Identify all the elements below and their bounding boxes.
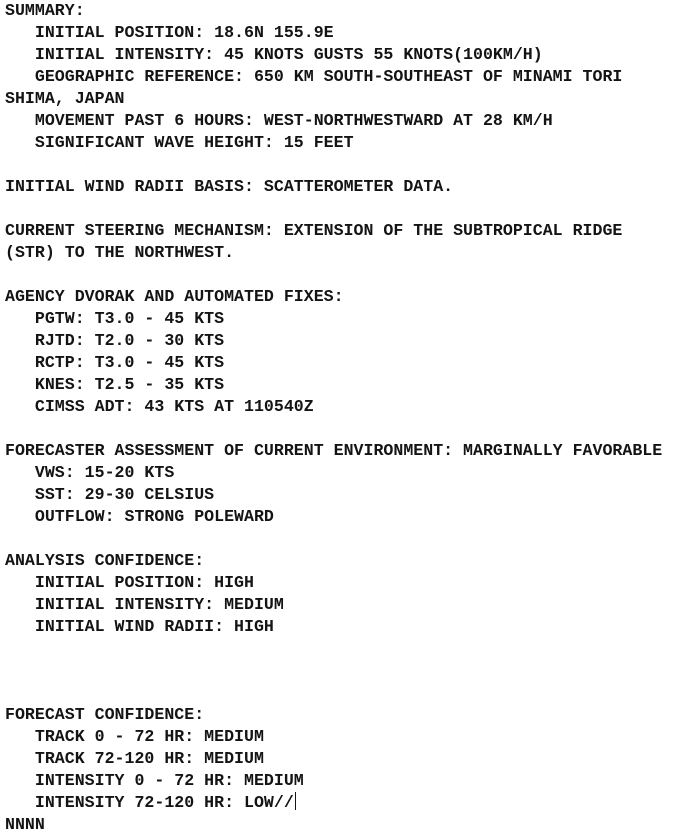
pgtw-fix-line: PGTW: T3.0 - 45 KTS [5, 309, 225, 328]
blank-line [5, 264, 677, 286]
outflow-line: OUTFLOW: STRONG POLEWARD [5, 507, 274, 526]
text-cursor [295, 792, 296, 810]
initial-intensity-line: INITIAL INTENSITY: 45 KNOTS GUSTS 55 KNOTS(100KM/H) [5, 45, 543, 64]
rctp-fix-line: RCTP: T3.0 - 45 KTS [5, 353, 225, 372]
track-0-72-line: TRACK 0 - 72 HR: MEDIUM [5, 727, 264, 746]
knes-fix-line: KNES: T2.5 - 35 KTS [5, 375, 225, 394]
geographic-reference-continuation: SHIMA, JAPAN [5, 89, 125, 108]
wind-radii-confidence-line: INITIAL WIND RADII: HIGH [5, 617, 274, 636]
intensity-0-72-line: INTENSITY 0 - 72 HR: MEDIUM [5, 771, 304, 790]
geographic-reference-line: GEOGRAPHIC REFERENCE: 650 KM SOUTH-SOUTHEAST OF MINAMI TORI [5, 67, 623, 86]
wave-height-line: SIGNIFICANT WAVE HEIGHT: 15 FEET [5, 133, 354, 152]
steering-mechanism-continuation: (STR) TO THE NORTHWEST. [5, 243, 235, 262]
blank-line [5, 198, 677, 220]
blank-line [5, 682, 677, 704]
end-of-message-line: NNNN [5, 815, 45, 834]
analysis-confidence-heading: ANALYSIS CONFIDENCE: [5, 551, 205, 570]
position-confidence-line: INITIAL POSITION: HIGH [5, 573, 254, 592]
blank-line [5, 528, 677, 550]
summary-heading: SUMMARY: [5, 1, 85, 20]
forecast-confidence-heading: FORECAST CONFIDENCE: [5, 705, 205, 724]
environment-assessment-heading: FORECASTER ASSESSMENT OF CURRENT ENVIRONMENT: MARGINALLY FAVORABLE [5, 441, 663, 460]
intensity-72-120-line: INTENSITY 72-120 HR: LOW// [5, 793, 294, 812]
dvorak-fixes-heading: AGENCY DVORAK AND AUTOMATED FIXES: [5, 287, 344, 306]
initial-position-line: INITIAL POSITION: 18.6N 155.9E [5, 23, 334, 42]
cimss-adt-line: CIMSS ADT: 43 KTS AT 110540Z [5, 397, 314, 416]
track-72-120-line: TRACK 72-120 HR: MEDIUM [5, 749, 264, 768]
rjtd-fix-line: RJTD: T2.0 - 30 KTS [5, 331, 225, 350]
tropical-cyclone-warning-text [5, 0, 677, 836]
wind-radii-basis-line: INITIAL WIND RADII BASIS: SCATTEROMETER DATA. [5, 177, 454, 196]
intensity-confidence-line: INITIAL INTENSITY: MEDIUM [5, 595, 284, 614]
vws-line: VWS: 15-20 KTS [5, 463, 175, 482]
movement-line: MOVEMENT PAST 6 HOURS: WEST-NORTHWESTWARD AT 28 KM/H [5, 111, 553, 130]
intensity-72-120-row[interactable] [5, 792, 677, 814]
blank-line [5, 418, 677, 440]
blank-line [5, 638, 677, 660]
steering-mechanism-line: CURRENT STEERING MECHANISM: EXTENSION OF THE SUBTROPICAL RIDGE [5, 221, 623, 240]
blank-line [5, 154, 677, 176]
sst-line: SST: 29-30 CELSIUS [5, 485, 215, 504]
blank-line [5, 660, 677, 682]
